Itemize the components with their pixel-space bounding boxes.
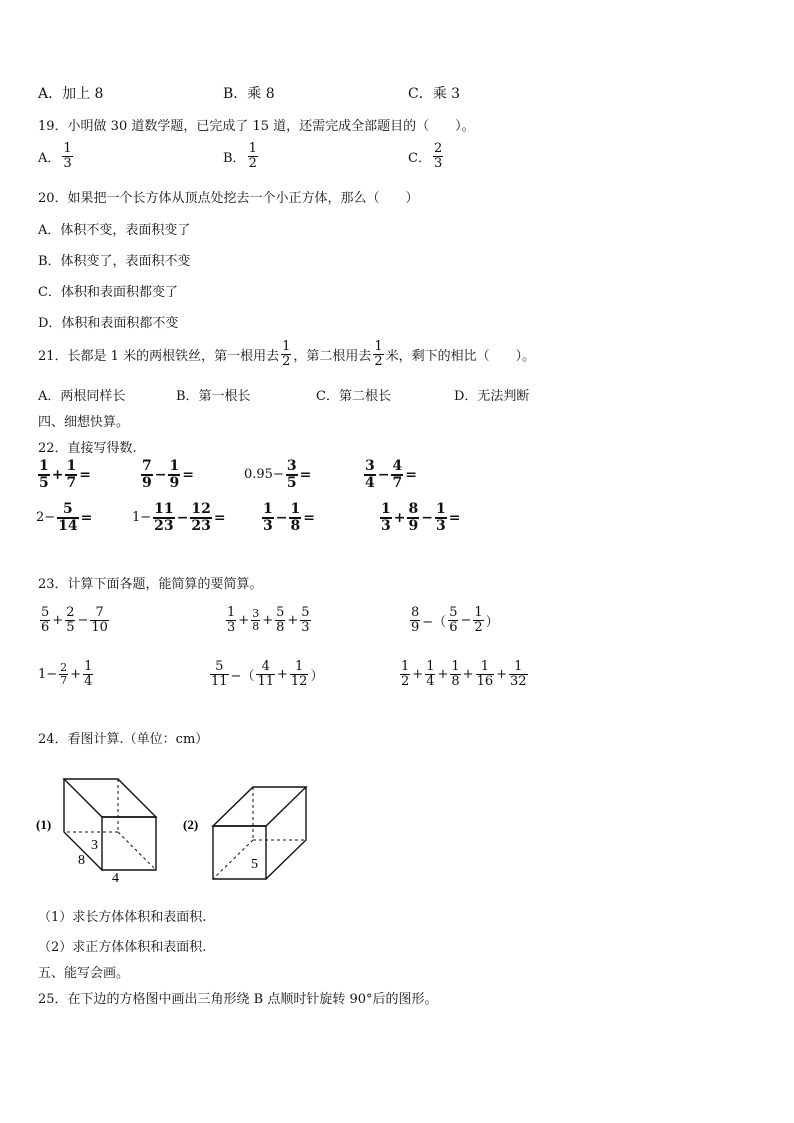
q22-expr-7: $\frac{1}{3}$ − $\frac{1}{8}$ = xyxy=(263,501,315,534)
q21-option-c: C．第二根长 xyxy=(316,389,391,404)
q18-option-c: C．乘 3 xyxy=(408,86,461,102)
q22-expr-8: $\frac{1}{3}$ + $\frac{8}{9}$ − $\frac{1}{3}$ = xyxy=(381,501,461,534)
q22-expr-2: $\frac{7}{9}$ − $\frac{1}{9}$ = xyxy=(142,458,194,491)
q23-expr-3: $\frac{8}{9}$ −（ $\frac{5}{6}$ − $\frac{1}{2}$ ） xyxy=(411,605,499,635)
q18-option-b: B．乘 8 xyxy=(223,86,275,102)
q25-text: 25．在下边的方格图中画出三角形绕 B 点顺时针旋转 90°后的图形。 xyxy=(38,992,438,1007)
section-5-heading: 五、能写会画。 xyxy=(38,966,130,981)
dim-length-label: 4 xyxy=(112,871,119,886)
q24-subquestion-2: （2）求正方体体积和表面积. xyxy=(38,940,207,955)
q23-title: 23．计算下面各题，能简算的要简算。 xyxy=(38,577,263,592)
figure-2-label: (2) xyxy=(183,817,199,832)
q20-text: 20．如果把一个长方体从顶点处挖去一个小正方体，那么（ ） xyxy=(38,191,419,206)
section-4-heading: 四、细想快算。 xyxy=(38,415,130,430)
q19-option-b: B． $\frac{1}{2}$ xyxy=(223,141,257,171)
dim-edge-label: 5 xyxy=(251,857,258,872)
q23-expr-4: 1− $\frac{2}{7}$ + $\frac{1}{4}$ xyxy=(38,659,93,689)
q21-option-a: A．两根同样长 xyxy=(38,389,126,404)
q23-expr-2: $\frac{1}{3}$ + $\frac{3}{8}$ + $\frac{5}{8}$ + $\frac{5}{3}$ xyxy=(227,605,310,635)
q23-expr-1: $\frac{5}{6}$ + $\frac{2}{5}$ − $\frac{7}{10}$ xyxy=(41,605,108,635)
q20-option-a: A．体积不变，表面积变了 xyxy=(38,223,191,238)
q24-title: 24．看图计算.（单位：cm） xyxy=(38,732,209,747)
q24-subquestion-1: （1）求长方体体积和表面积. xyxy=(38,910,207,925)
q22-expr-3: 0.95− $\frac{3}{5}$ = xyxy=(244,458,312,491)
dim-width-label: 8 xyxy=(78,853,85,868)
q21-text: 21．长都是 1 米的两根铁丝，第一根用去 $\frac{1}{2}$ ，第二根用去 $\frac{1}{2}$ 米，剩下的相比（ ）。 xyxy=(38,339,536,369)
q22-expr-4: $\frac{3}{4}$ − $\frac{4}{7}$ = xyxy=(365,458,417,491)
q19-option-a: A． $\frac{1}{3}$ xyxy=(38,141,72,171)
q20-option-d: D．体积和表面积都不变 xyxy=(38,316,179,331)
q22-expr-1: $\frac{1}{5}$ + $\frac{1}{7}$ = xyxy=(39,458,91,491)
q23-expr-5: $\frac{5}{11}$ −（ $\frac{4}{11}$ + $\frac{1}{12}$ ） xyxy=(211,659,324,689)
q21-option-b: B．第一根长 xyxy=(176,389,251,404)
figure-1-label: (1) xyxy=(36,817,52,832)
cube-figure xyxy=(213,787,306,879)
q23-expr-6: $\frac{1}{2}$ + $\frac{1}{4}$ + $\frac{1}{8}$ + $\frac{1}{16}$ + $\frac{1}{32}$ xyxy=(401,659,527,689)
q22-expr-6: 1− $\frac{11}{23}$ − $\frac{12}{23}$ = xyxy=(132,501,226,534)
q19-text: 19．小明做 30 道数学题，已完成了 15 道，还需完成全部题目的（ ）。 xyxy=(38,119,475,134)
q24-figures xyxy=(30,770,330,890)
q22-expr-5: 2− $\frac{5}{14}$ = xyxy=(36,501,93,534)
q21-option-d: D．无法判断 xyxy=(454,389,530,404)
dim-height-label: 3 xyxy=(91,838,98,853)
q22-title: 22．直接写得数. xyxy=(38,441,137,456)
q19-option-c: C． $\frac{2}{3}$ xyxy=(408,141,443,171)
q20-option-b: B．体积变了，表面积不变 xyxy=(38,254,191,269)
q20-option-c: C．体积和表面积都变了 xyxy=(38,285,178,300)
q18-option-a: A．加上 8 xyxy=(38,86,104,102)
